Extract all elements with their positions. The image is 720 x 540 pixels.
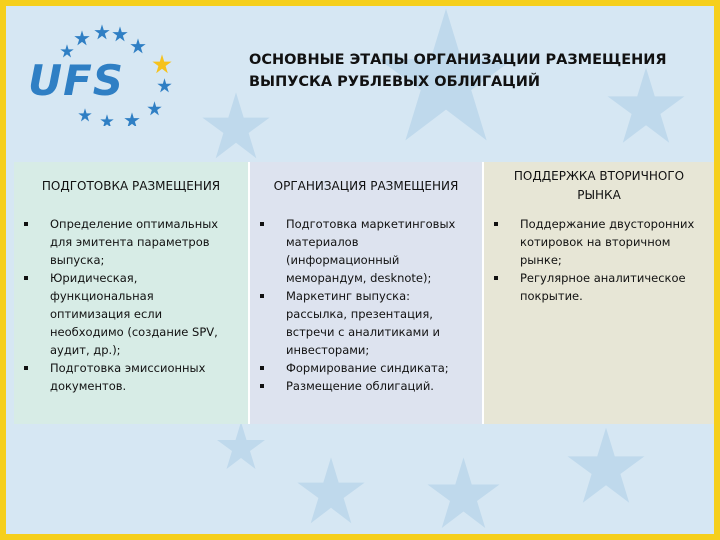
bullet-icon — [492, 269, 520, 287]
text-line: встречи с аналитиками и — [286, 325, 440, 339]
list-item — [258, 359, 474, 377]
column-list — [484, 210, 714, 305]
list-item-text — [520, 269, 686, 305]
logo-text: UFS — [28, 56, 125, 105]
bullet-icon — [258, 215, 286, 233]
text-line: (информационный — [286, 253, 400, 267]
background-star-icon — [216, 421, 266, 471]
bullet-icon — [22, 359, 50, 377]
list-item — [258, 215, 474, 287]
text-line: Формирование синдиката; — [286, 361, 449, 375]
stage-column-preparation — [14, 162, 250, 424]
text-line: рынке; — [520, 253, 562, 267]
list-item-text — [520, 215, 694, 269]
text-line: Регулярное аналитическое — [520, 271, 686, 285]
text-line: аудит, др.); — [50, 343, 121, 357]
text-line: для эмитента параметров — [50, 235, 210, 249]
column-heading — [14, 162, 248, 210]
text-line: Поддержание двусторонних — [520, 217, 695, 231]
text-line: необходимо (создание SPV, — [50, 325, 218, 339]
list-item-text — [286, 359, 449, 377]
text-line: документов. — [50, 379, 127, 393]
bullet-icon — [258, 377, 286, 395]
text-line: Размещение облигаций. — [286, 379, 434, 393]
list-item-text — [286, 377, 434, 395]
text-line: Определение оптимальных — [50, 217, 219, 231]
background-star-icon — [201, 91, 271, 161]
background-star-icon — [426, 456, 501, 531]
stage-column-secondary-market — [484, 162, 714, 424]
column-heading — [250, 162, 482, 210]
ufs-logo — [12, 16, 182, 126]
text-line: оптимизация если — [50, 307, 163, 321]
text-line: Подготовка маркетинговых — [286, 217, 456, 231]
column-heading-text: ПОДГОТОВКА РАЗМЕЩЕНИЯ — [41, 178, 221, 193]
slide — [6, 6, 714, 534]
text-line: Маркетинг выпуска: — [286, 289, 411, 303]
title-line: ВЫПУСКА РУБЛЕВЫХ ОБЛИГАЦИЙ — [249, 74, 541, 90]
title-line: ОСНОВНЫЕ ЭТАПЫ ОРГАНИЗАЦИИ РАЗМЕЩЕНИЯ — [249, 52, 667, 68]
text-line: меморандум, desknote); — [286, 271, 432, 285]
column-list — [250, 210, 482, 395]
text-line: функциональная — [50, 289, 154, 303]
background-star-icon — [296, 456, 366, 526]
list-item-text — [50, 215, 218, 269]
list-item-text — [286, 215, 455, 287]
list-item — [258, 287, 474, 359]
column-heading-text: ПОДДЕРЖКА ВТОРИЧНОГО — [513, 169, 685, 183]
bullet-icon — [22, 269, 50, 287]
background-star-icon — [566, 426, 646, 506]
text-line: материалов — [286, 235, 359, 249]
list-item-text — [50, 359, 205, 395]
column-heading — [484, 162, 714, 210]
column-list — [14, 210, 248, 395]
list-item — [258, 377, 474, 395]
page-title — [249, 49, 689, 93]
list-item — [22, 269, 240, 359]
list-item — [22, 359, 240, 395]
bullet-icon — [258, 287, 286, 305]
text-line: покрытие. — [520, 289, 583, 303]
column-heading-text: РЫНКА — [577, 188, 621, 202]
list-item — [492, 269, 706, 305]
list-item-text — [286, 287, 440, 359]
text-line: инвесторами; — [286, 343, 370, 357]
list-item-text — [50, 269, 218, 359]
text-line: котировок на вторичном — [520, 235, 671, 249]
text-line: Подготовка эмиссионных — [50, 361, 206, 375]
column-heading-text: ОРГАНИЗАЦИЯ РАЗМЕЩЕНИЯ — [273, 178, 459, 193]
text-line: рассылка, презентация, — [286, 307, 433, 321]
bullet-icon — [492, 215, 520, 233]
bullet-icon — [258, 359, 286, 377]
list-item — [22, 215, 240, 269]
stage-column-organization — [250, 162, 484, 424]
text-line: выпуска; — [50, 253, 105, 267]
text-line: Юридическая, — [50, 271, 138, 285]
stages-table — [14, 162, 714, 424]
bullet-icon — [22, 215, 50, 233]
list-item — [492, 215, 706, 269]
